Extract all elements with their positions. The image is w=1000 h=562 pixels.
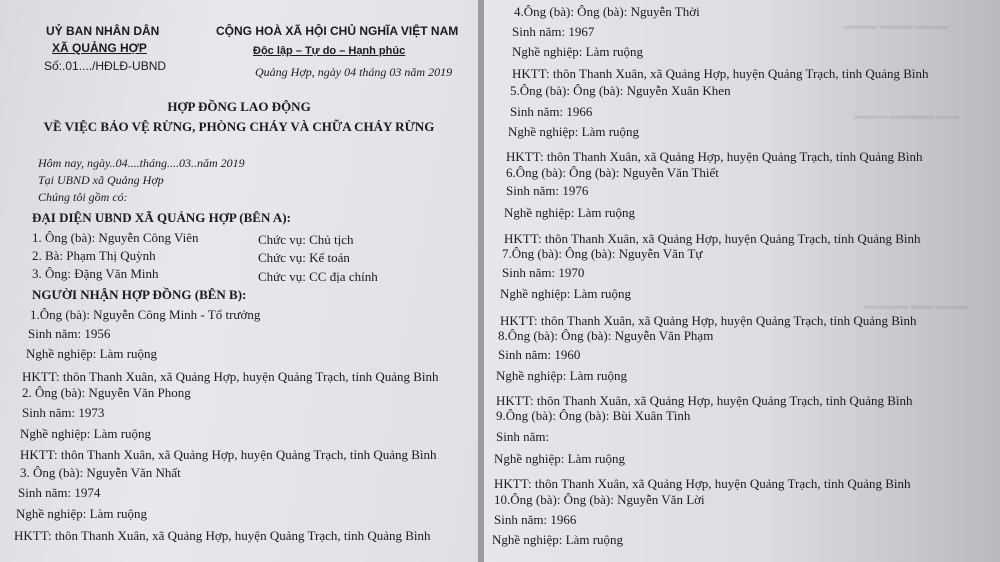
bleed-through-text: ▬▬ ▬▬▬▬ ▬▬▬ [854, 110, 959, 122]
intro-we: Chúng tôi gồm có: [38, 190, 128, 204]
party-b-member-job: Nghề nghiệp: Làm ruộng [504, 205, 636, 220]
party-b-member-birth: Sinh năm: 1966 [494, 512, 577, 527]
party-b-member-address: HKTT: thôn Thanh Xuân, xã Quảng Hợp, huyện Quảng Trạch, tỉnh Quảng Bình [494, 476, 911, 491]
party-b-member-birth: Sinh năm: 1973 [22, 405, 105, 420]
party-b-member-job: Nghề nghiệp: Làm ruộng [492, 532, 624, 547]
contract-subtitle: VỀ VIỆC BẢO VỆ RỪNG, PHÒNG CHÁY VÀ CHỮA CHÁY RỪNG [43, 119, 435, 134]
nation-title: CỘNG HOÀ XÃ HỘI CHỦ NGHĨA VIỆT NAM [216, 24, 459, 38]
party-b-member-birth: Sinh năm: 1966 [510, 104, 593, 119]
party-b-member-birth: Sinh năm: 1974 [18, 485, 101, 500]
party-b-member-address: HKTT: thôn Thanh Xuân, xã Quảng Hợp, huyện Quảng Trạch, tỉnh Quảng Bình [506, 149, 923, 164]
agency-name-1: UỶ BAN NHÂN DÂN [46, 24, 160, 38]
party-a-member-name: 1. Ông (bà): Nguyễn Công Viên [32, 230, 199, 245]
party-b-member-job: Nghề nghiệp: Làm ruộng [20, 426, 152, 441]
bleed-through-text: ▬▬▬ ▬▬ ▬▬▬▬ [864, 300, 969, 312]
document-number: Số:.01..../HĐLĐ-UBND [44, 59, 167, 73]
party-b-member-name: 9.Ông (bà): Ông (bà): Bùi Xuân Tình [496, 408, 691, 423]
party-a-member-role: Chức vụ: CC địa chính [258, 269, 378, 284]
intro-place: Tại UBND xã Quảng Hợp [38, 173, 164, 187]
party-b-member-name: 2. Ông (bà): Nguyễn Văn Phong [22, 385, 191, 400]
party-a-member-role: Chức vụ: Chủ tịch [258, 232, 354, 247]
party-b-member-job: Nghề nghiệp: Làm ruộng [16, 506, 148, 521]
party-b-member-job: Nghề nghiệp: Làm ruộng [512, 44, 644, 59]
party-b-member-job: Nghề nghiệp: Làm ruộng [496, 368, 628, 383]
party-b-member-name: 5.Ông (bà): Ông (bà): Nguyễn Xuân Khen [510, 83, 731, 98]
party-b-member-birth: Sinh năm: [496, 429, 550, 444]
party-b-member-birth: Sinh năm: 1967 [512, 24, 595, 39]
party-b-member-name: 6.Ông (bà): Ông (bà): Nguyễn Văn Thiết [506, 165, 719, 180]
party-b-member-birth: Sinh năm: 1960 [498, 347, 581, 362]
party-b-member-name: 8.Ông (bà): Ông (bà): Nguyễn Văn Phạm [498, 328, 714, 343]
left-page [0, 0, 478, 562]
party-b-member-job: Nghề nghiệp: Làm ruộng [494, 451, 626, 466]
right-page [484, 0, 1000, 562]
party-a-heading: ĐẠI DIỆN UBND XÃ QUẢNG HỢP (BÊN A): [32, 210, 291, 225]
party-a-member-role: Chức vụ: Kế toán [258, 250, 350, 265]
bleed-through-text: ▬▬▬ ▬▬▬ ▬▬▬ [844, 20, 949, 32]
party-b-member-address: HKTT: thôn Thanh Xuân, xã Quảng Hợp, huyện Quảng Trạch, tỉnh Quảng Bình [20, 447, 437, 462]
party-b-member-birth: Sinh năm: 1956 [28, 326, 111, 341]
party-b-member-name: 3. Ông (bà): Nguyễn Văn Nhất [20, 465, 181, 480]
party-b-member-address: HKTT: thôn Thanh Xuân, xã Quảng Hợp, huyện Quảng Trạch, tỉnh Quảng Bình [504, 231, 921, 246]
contract-title: HỢP ĐỒNG LAO ĐỘNG [167, 99, 311, 114]
party-b-member-name: 4.Ông (bà): Ông (bà): Nguyễn Thời [514, 4, 700, 19]
nation-motto: Độc lập – Tự do – Hạnh phúc [253, 45, 406, 57]
party-b-heading: NGƯỜI NHẬN HỢP ĐỒNG (BÊN B): [32, 287, 247, 302]
party-b-member-job: Nghề nghiệp: Làm ruộng [26, 346, 158, 361]
party-a-member-name: 2. Bà: Phạm Thị Quỳnh [32, 248, 156, 263]
party-b-member-address: HKTT: thôn Thanh Xuân, xã Quảng Hợp, huyện Quảng Trạch, tỉnh Quảng Bình [512, 66, 929, 81]
agency-name-2: XÃ QUẢNG HỢP [52, 41, 147, 55]
party-b-member-job: Nghề nghiệp: Làm ruộng [508, 124, 640, 139]
party-b-member-job: Nghề nghiệp: Làm ruộng [500, 286, 632, 301]
party-b-member-name: 7.Ông (bà): Ông (bà): Nguyễn Văn Tự [502, 246, 703, 261]
party-b-member-birth: Sinh năm: 1976 [506, 183, 589, 198]
party-b-member-name: 1.Ông (bà): Nguyễn Công Minh - Tổ trưởng [30, 307, 261, 322]
party-a-member-name: 3. Ông: Đặng Văn Minh [32, 266, 159, 281]
party-b-member-name: 10.Ông (bà): Ông (bà): Nguyễn Văn Lời [494, 492, 705, 507]
party-b-member-birth: Sinh năm: 1970 [502, 265, 585, 280]
party-b-member-address: HKTT: thôn Thanh Xuân, xã Quảng Hợp, huyện Quảng Trạch, tỉnh Quảng Bình [22, 369, 439, 384]
party-b-member-address: HKTT: thôn Thanh Xuân, xã Quảng Hợp, huyện Quảng Trạch, tỉnh Quảng Bình [500, 313, 917, 328]
party-b-member-address: HKTT: thôn Thanh Xuân, xã Quảng Hợp, huyện Quảng Trạch, tỉnh Quảng Bình [14, 528, 431, 543]
place-date: Quảng Hợp, ngày 04 tháng 03 năm 2019 [255, 65, 453, 79]
intro-date: Hôm nay, ngày..04....tháng....03..năm 2019 [38, 156, 245, 170]
party-b-member-address: HKTT: thôn Thanh Xuân, xã Quảng Hợp, huyện Quảng Trạch, tỉnh Quảng Bình [496, 393, 913, 408]
